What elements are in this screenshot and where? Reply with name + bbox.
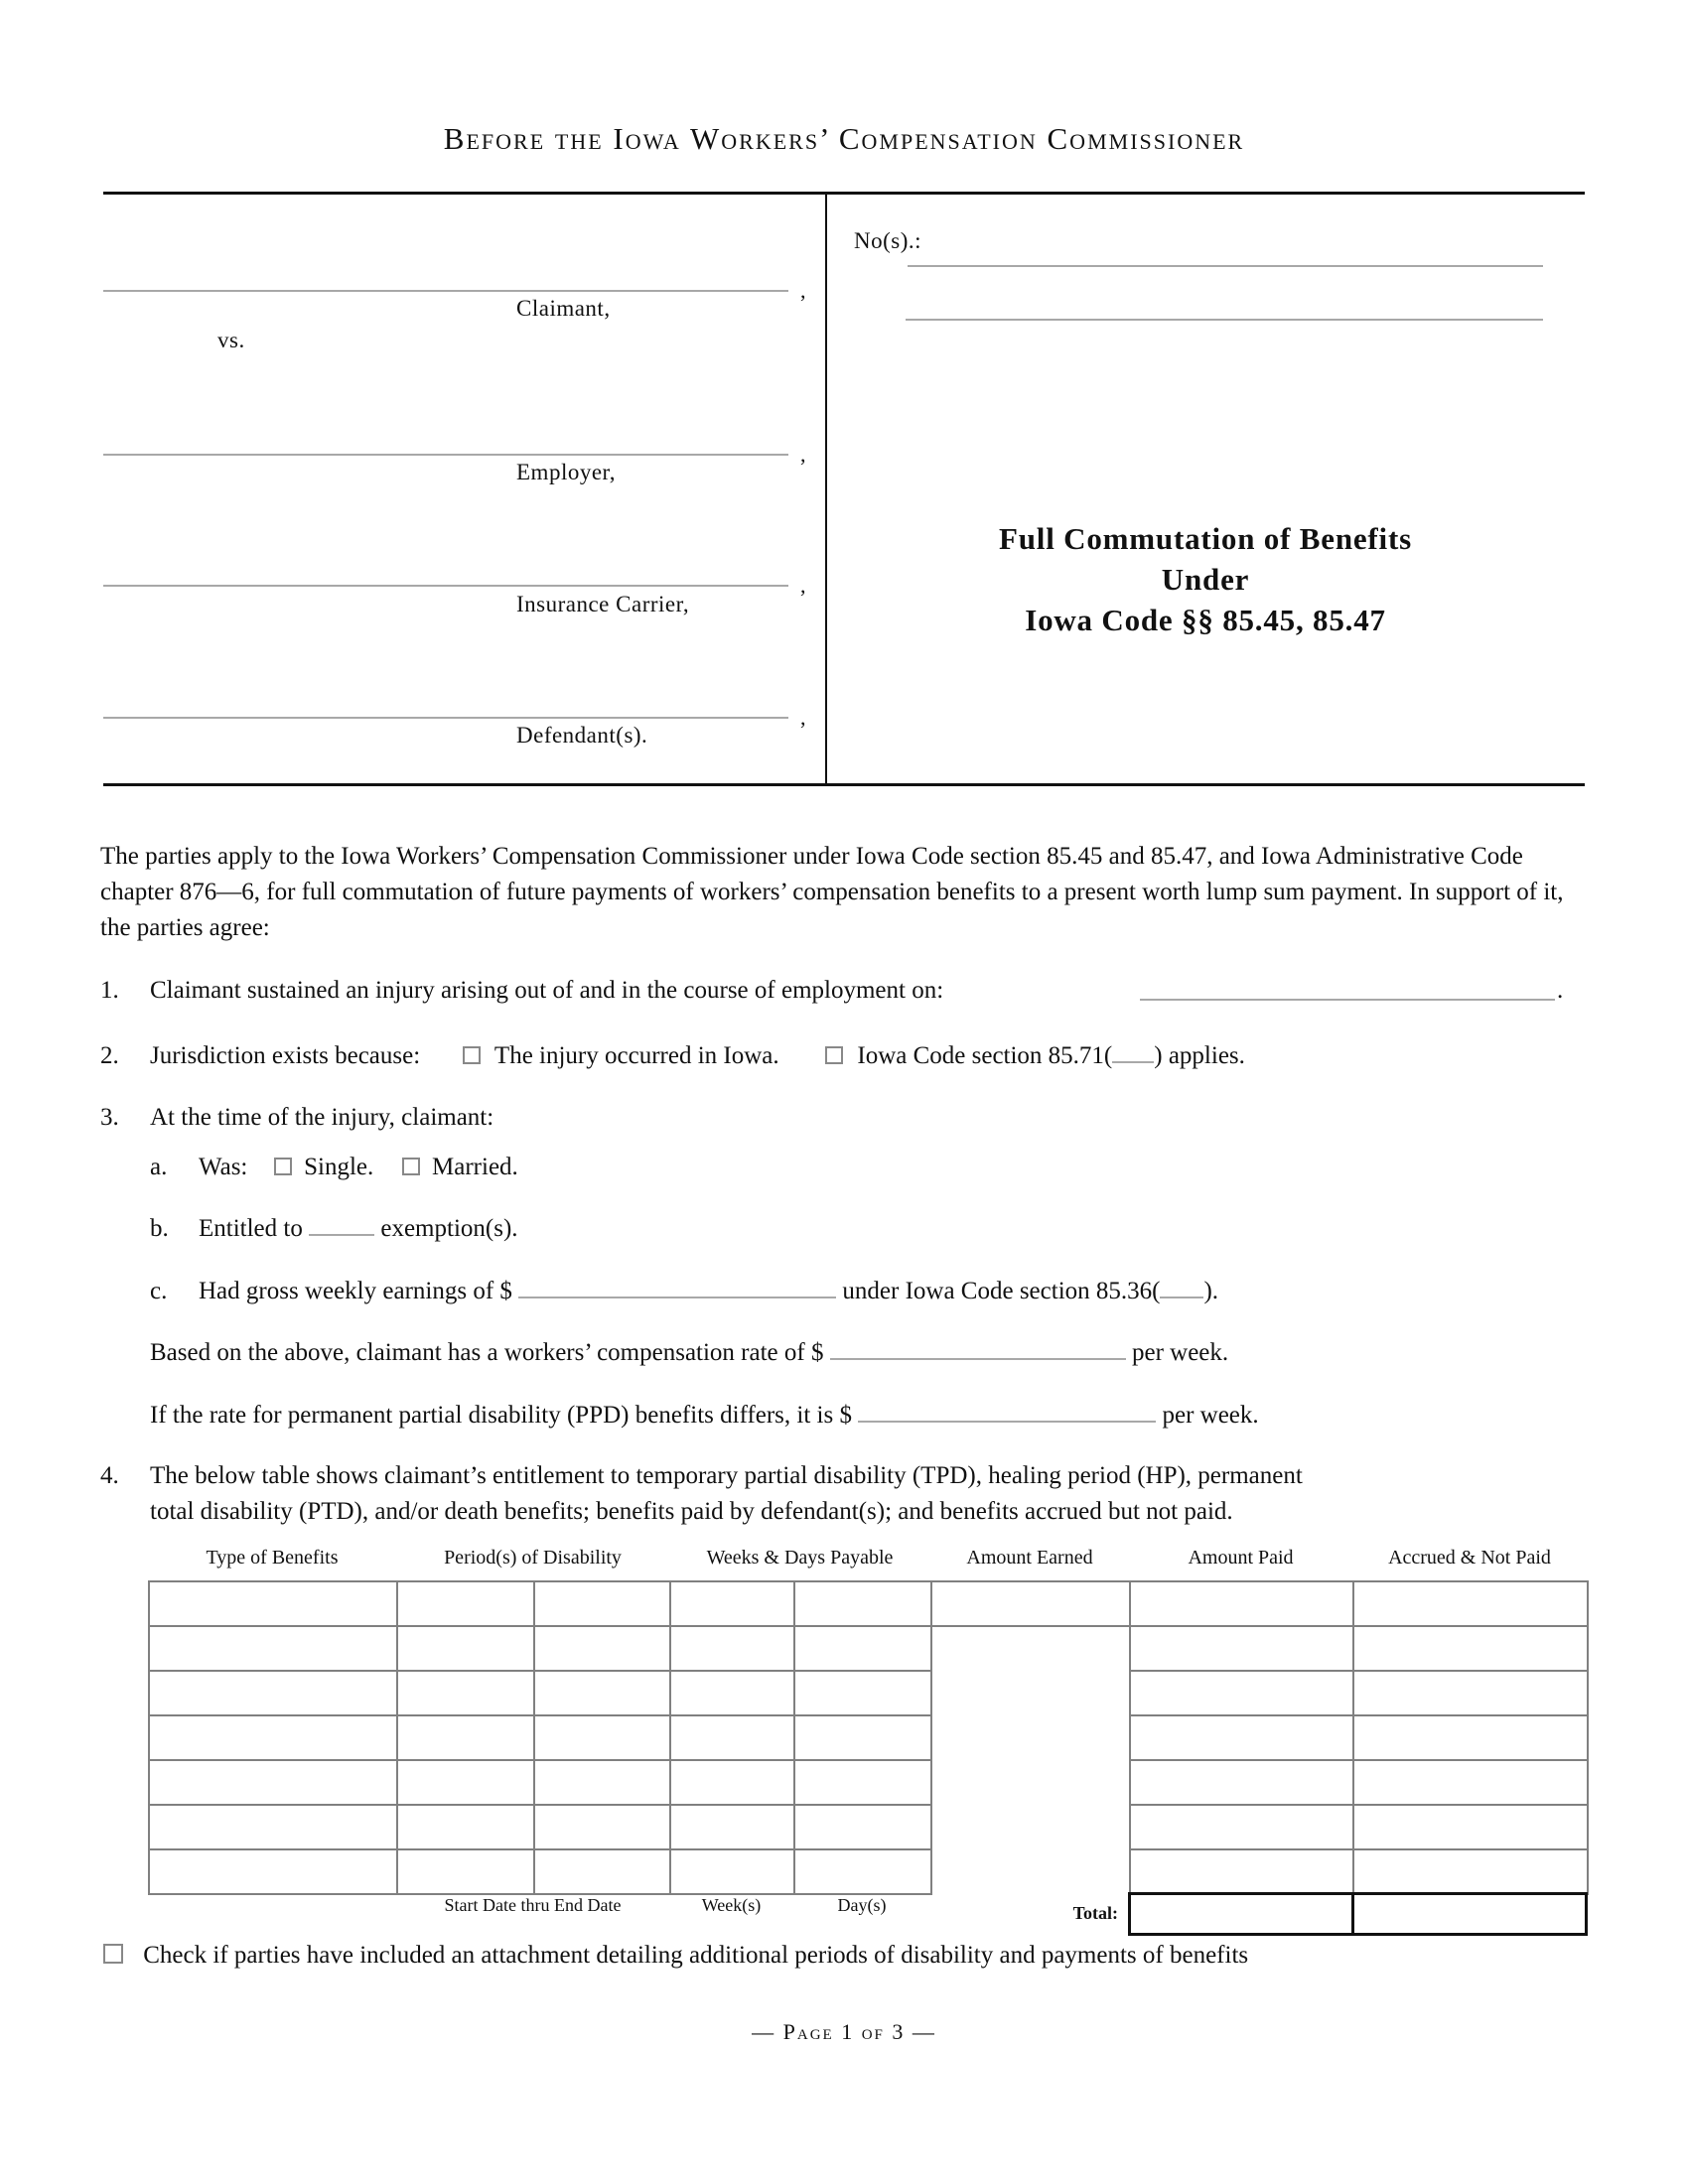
item-number: 3.: [100, 1104, 119, 1131]
exemptions-label: exemption(s).: [380, 1215, 518, 1242]
table-cell-period-start[interactable]: [396, 1804, 535, 1850]
entitled-to-label: Entitled to: [199, 1215, 303, 1242]
table-cell-amount-paid[interactable]: [1129, 1804, 1354, 1850]
item-number: 4.: [100, 1462, 119, 1489]
start-end-date-label: Start Date thru End Date: [444, 1895, 622, 1915]
item-3-text: At the time of the injury, claimant:: [150, 1104, 494, 1131]
gross-earnings-label: Had gross weekly earnings of $: [199, 1278, 512, 1304]
total-amount-paid-field[interactable]: [1128, 1892, 1354, 1936]
table-cell-accrued-not-paid[interactable]: [1352, 1759, 1589, 1806]
section-85-36-subsection-field[interactable]: [1160, 1277, 1203, 1298]
table-cell-accrued-not-paid[interactable]: [1352, 1848, 1589, 1895]
item-1: [100, 973, 1600, 1009]
table-cell-weeks[interactable]: [669, 1848, 795, 1895]
attachment-line: [103, 1938, 1248, 1974]
defendants-name-field[interactable]: [103, 717, 788, 719]
claimant-name-field[interactable]: [103, 290, 788, 292]
table-cell-period-start[interactable]: [396, 1625, 535, 1672]
table-cell-type-of-benefits[interactable]: [148, 1625, 398, 1672]
item-3: [100, 1100, 493, 1136]
comp-rate-line: [150, 1335, 1228, 1371]
item-4: [100, 1458, 1600, 1530]
item-3c: [150, 1274, 1218, 1309]
injury-in-iowa-label: The injury occurred in Iowa.: [493, 1042, 779, 1069]
table-cell-weeks[interactable]: [669, 1625, 795, 1672]
days-label: Day(s): [837, 1895, 887, 1915]
table-cell-amount-paid[interactable]: [1129, 1580, 1354, 1627]
header-amount-paid: Amount Paid: [1188, 1547, 1294, 1569]
table-cell-days[interactable]: [793, 1670, 932, 1716]
table-cell-amount-earned[interactable]: [930, 1580, 1131, 1627]
case-number-field-1[interactable]: [908, 265, 1543, 267]
table-cell-weeks[interactable]: [669, 1714, 795, 1761]
table-cell-amount-paid[interactable]: [1129, 1759, 1354, 1806]
ppd-rate-line: [150, 1398, 1259, 1433]
gross-weekly-earnings-field[interactable]: [518, 1277, 836, 1298]
single-checkbox[interactable]: [274, 1158, 292, 1175]
injury-date-field[interactable]: [1140, 999, 1555, 1001]
table-cell-type-of-benefits[interactable]: [148, 1759, 398, 1806]
table-cell-period-end[interactable]: [533, 1580, 671, 1627]
table-cell-days[interactable]: [793, 1804, 932, 1850]
table-cell-type-of-benefits[interactable]: [148, 1804, 398, 1850]
table-cell-type-of-benefits[interactable]: [148, 1848, 398, 1895]
weeks-label: Week(s): [701, 1895, 762, 1915]
defendants-label: Defendant(s).: [516, 723, 648, 748]
employer-name-field[interactable]: [103, 454, 788, 456]
header-accrued-not-paid: Accrued & Not Paid: [1388, 1547, 1551, 1569]
section-85-71-checkbox[interactable]: [825, 1046, 843, 1064]
table-cell-accrued-not-paid[interactable]: [1352, 1804, 1589, 1850]
intro-paragraph: The parties apply to the Iowa Workers’ Compensation Commissioner under Iowa Code section 85.45 and 85.47, and Iowa Administrative Code chapter 876—6, for full commutation of future payments of workers’ compensation benefits to a present worth lump sum payment. In support of it, the parties agree:: [100, 843, 1564, 941]
item-3b: [150, 1211, 518, 1247]
table-cell-period-end[interactable]: [533, 1804, 671, 1850]
section-85-71-subsection-field[interactable]: [1112, 1041, 1154, 1063]
item-1-text: Claimant sustained an injury arising out of and in the course of employment on:: [150, 977, 944, 1004]
item-letter: a.: [150, 1154, 168, 1180]
table-cell-period-end[interactable]: [533, 1848, 671, 1895]
table-cell-days[interactable]: [793, 1848, 932, 1895]
total-accrued-not-paid-field[interactable]: [1351, 1892, 1588, 1936]
table-cell-accrued-not-paid[interactable]: [1352, 1625, 1589, 1672]
comma: ,: [800, 705, 806, 730]
comma: ,: [800, 573, 806, 598]
table-cell-period-end[interactable]: [533, 1714, 671, 1761]
per-week-label: per week.: [1131, 1339, 1229, 1366]
table-cell-period-start[interactable]: [396, 1580, 535, 1627]
table-cell-accrued-not-paid[interactable]: [1352, 1714, 1589, 1761]
item-letter: b.: [150, 1215, 169, 1242]
table-cell-weeks[interactable]: [669, 1670, 795, 1716]
item-2: [100, 1038, 1600, 1074]
section-85-36-close: ).: [1203, 1278, 1219, 1304]
item-letter: c.: [150, 1278, 168, 1304]
table-cell-amount-paid[interactable]: [1129, 1670, 1354, 1716]
single-label: Single.: [304, 1154, 374, 1180]
document-title-line-2: Under: [1161, 562, 1250, 597]
claimant-label: Claimant,: [516, 296, 611, 321]
item-3a: [150, 1150, 518, 1185]
comp-rate-field[interactable]: [830, 1338, 1126, 1360]
table-cell-accrued-not-paid[interactable]: [1352, 1670, 1589, 1716]
table-cell-period-end[interactable]: [533, 1670, 671, 1716]
comma: ,: [800, 442, 806, 467]
exemptions-field[interactable]: [309, 1214, 374, 1236]
item-1-period: .: [1557, 977, 1564, 1004]
table-cell-type-of-benefits[interactable]: [148, 1580, 398, 1627]
insurance-carrier-name-field[interactable]: [103, 585, 788, 587]
item-4-line-2: total disability (PTD), and/or death benefits; benefits paid by defendant(s); and benefits accrued but not paid.: [150, 1498, 1233, 1525]
total-label: Total:: [1072, 1903, 1118, 1923]
injury-in-iowa-checkbox[interactable]: [463, 1046, 481, 1064]
table-cell-period-end[interactable]: [533, 1759, 671, 1806]
ppd-rate-field[interactable]: [858, 1401, 1156, 1423]
table-cell-days[interactable]: [793, 1625, 932, 1672]
case-number-field-2[interactable]: [906, 319, 1543, 321]
case-numbers-label: No(s).:: [854, 228, 922, 253]
table-cell-period-end[interactable]: [533, 1625, 671, 1672]
table-cell-type-of-benefits[interactable]: [148, 1714, 398, 1761]
item-number: 1.: [100, 977, 119, 1004]
header-weeks-days-payable: Weeks & Days Payable: [706, 1547, 894, 1569]
comma: ,: [800, 278, 806, 303]
item-4-line-1: The below table shows claimant’s entitlement to temporary partial disability (TPD), healing period (HP), permanent: [150, 1462, 1303, 1489]
table-cell-period-start[interactable]: [396, 1759, 535, 1806]
employer-label: Employer,: [516, 460, 617, 484]
section-85-71-applies: ) applies.: [1154, 1042, 1245, 1069]
page-title: Before the Iowa Workers’ Compensation Commissioner: [443, 121, 1245, 156]
table-cell-period-start[interactable]: [396, 1714, 535, 1761]
table-cell-weeks[interactable]: [669, 1804, 795, 1850]
vs-label: vs.: [217, 328, 245, 352]
table-cell-days[interactable]: [793, 1714, 932, 1761]
caption-top-rule: [103, 192, 1585, 195]
table-cell-type-of-benefits[interactable]: [148, 1670, 398, 1716]
document-title-line-1: Full Commutation of Benefits: [999, 521, 1412, 556]
table-cell-period-start[interactable]: [396, 1670, 535, 1716]
married-checkbox[interactable]: [402, 1158, 420, 1175]
section-85-71-label: Iowa Code section 85.71(: [857, 1042, 1113, 1069]
per-week-label: per week.: [1162, 1402, 1259, 1429]
header-type-of-benefits: Type of Benefits: [206, 1547, 339, 1569]
caption-divider: [825, 194, 827, 785]
table-cell-weeks[interactable]: [669, 1580, 795, 1627]
item-2-text: Jurisdiction exists because:: [150, 1042, 421, 1069]
header-periods-of-disability: Period(s) of Disability: [444, 1547, 622, 1569]
document-title-line-3: Iowa Code §§ 85.45, 85.47: [1025, 603, 1386, 637]
table-cell-amount-paid[interactable]: [1129, 1714, 1354, 1761]
insurance-carrier-label: Insurance Carrier,: [516, 592, 690, 616]
table-cell-accrued-not-paid[interactable]: [1352, 1580, 1589, 1627]
table-cell-period-start[interactable]: [396, 1848, 535, 1895]
document-title: [826, 518, 1585, 640]
page-number: — Page 1 of 3 —: [752, 2019, 936, 2044]
attachment-checkbox[interactable]: [103, 1944, 123, 1964]
was-label: Was:: [199, 1154, 248, 1180]
table-cell-amount-paid[interactable]: [1129, 1625, 1354, 1672]
table-cell-days[interactable]: [793, 1759, 932, 1806]
table-cell-weeks[interactable]: [669, 1759, 795, 1806]
comp-rate-label: Based on the above, claimant has a workers’ compensation rate of $: [150, 1339, 824, 1366]
ppd-rate-label: If the rate for permanent partial disability (PPD) benefits differs, it is $: [150, 1402, 852, 1429]
caption-bottom-rule: [103, 783, 1585, 786]
attachment-label: Check if parties have included an attachment detailing additional periods of disability and payments of benefits: [143, 1942, 1249, 1969]
table-cell-amount-paid[interactable]: [1129, 1848, 1354, 1895]
item-number: 2.: [100, 1042, 119, 1069]
table-cell-days[interactable]: [793, 1580, 932, 1627]
header-amount-earned: Amount Earned: [966, 1547, 1093, 1569]
married-label: Married.: [432, 1154, 518, 1180]
section-85-36-label: under Iowa Code section 85.36(: [842, 1278, 1161, 1304]
